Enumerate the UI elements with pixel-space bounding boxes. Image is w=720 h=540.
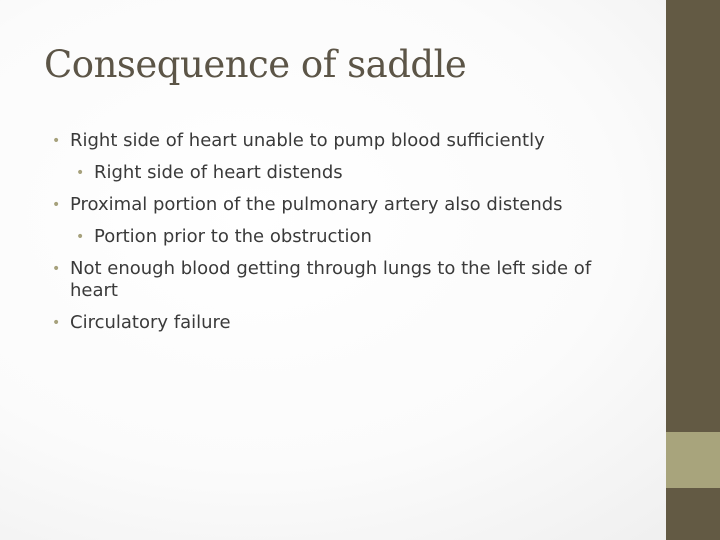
bullet-text: Right side of heart unable to pump blood sufficiently: [70, 130, 545, 151]
bullet-text: Circulatory failure: [70, 312, 231, 333]
bullet-text: Right side of heart distends: [94, 162, 343, 183]
bullet-item: [50, 258, 640, 302]
bullet-text: Proximal portion of the pulmonary artery also distends: [70, 194, 563, 215]
bullet-icon: •: [52, 197, 61, 213]
bullet-item: [50, 194, 640, 216]
sidebar-accent-band: [666, 432, 720, 488]
bullet-item: [50, 130, 640, 152]
bullet-icon: •: [52, 133, 61, 149]
bullet-icon: •: [52, 261, 61, 277]
bullet-item: [50, 312, 640, 334]
sidebar-dark-band: [666, 0, 720, 432]
bullet-text: Not enough blood getting through lungs to the left side of heart: [70, 258, 592, 301]
slide-title: Consequence of saddle: [44, 43, 467, 86]
bullet-text: Portion prior to the obstruction: [94, 226, 372, 247]
bullet-icon: •: [76, 165, 85, 181]
sub-bullet-item: [50, 162, 640, 184]
sub-bullet-item: [50, 226, 640, 248]
sidebar-dark-band-bottom: [666, 488, 720, 540]
bullet-icon: •: [52, 315, 61, 331]
bullet-list: [50, 130, 640, 344]
bullet-icon: •: [76, 229, 85, 245]
